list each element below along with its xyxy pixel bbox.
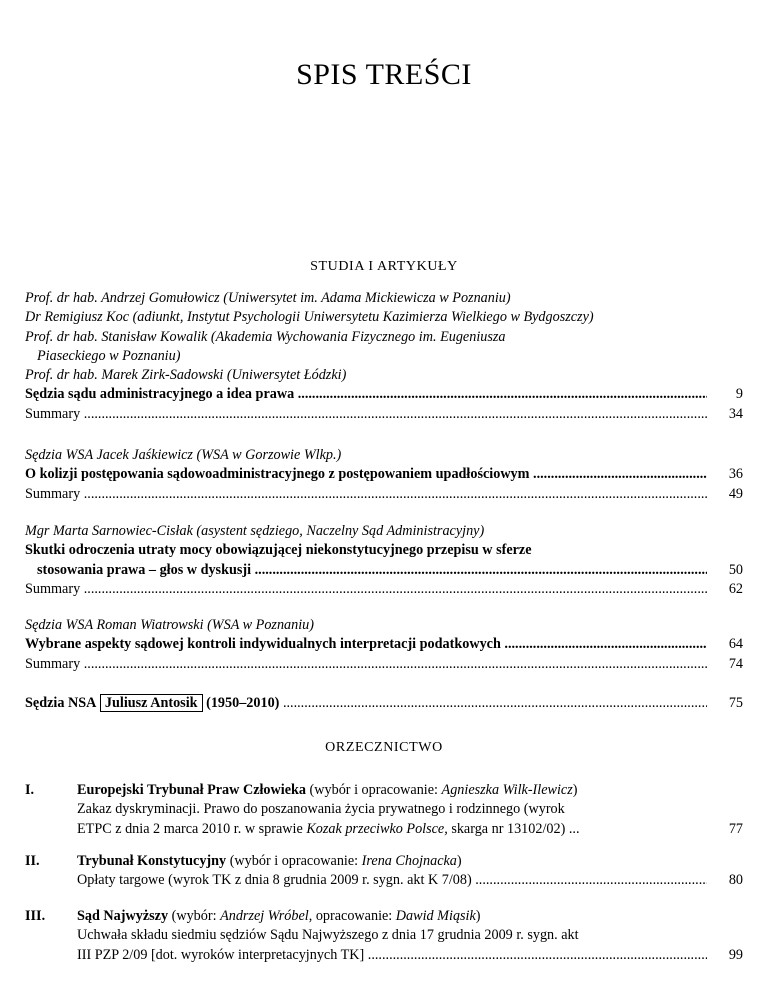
ruling-number: I. bbox=[25, 782, 35, 798]
author-line: Dr Remigiusz Koc (adiunkt, Instytut Psychologii Uniwersytetu Kazimierza Wielkiego w Bydgoszczy) bbox=[25, 309, 594, 326]
ruling-description-end bbox=[77, 820, 707, 839]
ruling-court: Trybunał Konstytucyjny bbox=[77, 853, 227, 869]
page-number: 77 bbox=[728, 820, 743, 837]
page-number: 9 bbox=[735, 386, 743, 403]
page-number: 34 bbox=[728, 405, 743, 422]
toc-ruling-3[interactable] bbox=[25, 907, 743, 965]
toc-entry-title[interactable] bbox=[25, 561, 743, 580]
ruling-meta: (wybór: bbox=[168, 908, 221, 924]
page-number: 50 bbox=[728, 561, 743, 578]
ruling-editor: Irena Chojnacka bbox=[361, 853, 457, 869]
toc-article-2 bbox=[25, 446, 743, 504]
summary-label: Summary ..... bbox=[25, 485, 707, 504]
page-number: 49 bbox=[728, 485, 743, 502]
toc-entry-summary[interactable] bbox=[25, 655, 743, 674]
ruling-meta-close: ) bbox=[572, 782, 578, 798]
ruling-description: Uchwała składu siedmiu sędziów Sądu Najwyższego z dnia 17 grudnia 2009 r. sygn. akt bbox=[77, 927, 579, 944]
page-number: 36 bbox=[728, 466, 743, 483]
section-heading-orzecznictwo: ORZECZNICTWO bbox=[325, 740, 443, 755]
ruling-meta: (wybór i opracowanie: bbox=[226, 853, 362, 869]
author-line: Piaseckiego w Poznaniu) bbox=[37, 347, 181, 364]
ruling-description: Opłaty targowe (wyrok TK z dnia 8 grudnia 2009 r. sygn. akt K 7/08) ..... bbox=[77, 871, 707, 890]
page-number: 99 bbox=[728, 946, 743, 963]
ruling-case-name: Kozak przeciwko Polsce, bbox=[306, 820, 448, 837]
ruling-meta: (wybór i opracowanie: bbox=[306, 782, 442, 798]
ruling-text: skarga nr 13102/02) ... bbox=[447, 820, 580, 837]
page-number: 74 bbox=[728, 655, 743, 672]
summary-label: Summary ..... bbox=[25, 405, 707, 424]
toc-article-1 bbox=[25, 289, 743, 424]
author-line: Prof. dr hab. Stanisław Kowalik (Akademia Wychowania Fizycznego im. Eugeniusza bbox=[25, 328, 506, 345]
ruling-text: ETPC z dnia 2 marca 2010 r. w sprawie bbox=[77, 820, 307, 837]
article-title: Sędzia sądu administracyjnego a idea prawa ..... bbox=[25, 385, 707, 404]
article-title-line-1[interactable]: Skutki odroczenia utraty mocy obowiązującej niekonstytucyjnego przepisu w sferze bbox=[25, 542, 532, 559]
page-number: 62 bbox=[728, 580, 743, 597]
ruling-editor: Andrzej Wróbel bbox=[220, 908, 309, 924]
ruling-meta-mid: , opracowanie: bbox=[308, 908, 396, 924]
ruling-court: Sąd Najwyższy bbox=[77, 908, 169, 924]
author-line: Prof. dr hab. Andrzej Gomułowicz (Uniwersytet im. Adama Mickiewicza w Poznaniu) bbox=[25, 290, 511, 306]
toc-article-3 bbox=[25, 522, 743, 599]
toc-entry-memorial[interactable] bbox=[25, 694, 743, 713]
ruling-meta-close: ) bbox=[475, 908, 481, 924]
toc-memorial bbox=[25, 694, 743, 713]
author-line: Sędzia WSA Roman Wiatrowski (WSA w Poznaniu) bbox=[25, 617, 314, 633]
ruling-court: Europejski Trybunał Praw Człowieka bbox=[77, 782, 306, 798]
toc-article-4 bbox=[25, 616, 743, 674]
toc-entry-summary[interactable] bbox=[25, 580, 743, 599]
toc-ruling-1[interactable] bbox=[25, 781, 743, 839]
toc-entry-summary[interactable] bbox=[25, 405, 743, 424]
page-number: 64 bbox=[728, 636, 743, 653]
page-number: 75 bbox=[728, 695, 743, 711]
author-line: Sędzia WSA Jacek Jaśkiewicz (WSA w Gorzowie Wlkp.) bbox=[25, 447, 342, 463]
toc-entry-summary[interactable] bbox=[25, 485, 743, 504]
toc-ruling-2[interactable] bbox=[25, 852, 743, 891]
memorial-name-box: Juliusz Antosik bbox=[100, 694, 203, 712]
ruling-number: II. bbox=[25, 853, 40, 869]
memorial-text bbox=[25, 694, 707, 713]
ruling-editor-2: Dawid Miąsik bbox=[395, 908, 476, 924]
ruling-editor: Agnieszka Wilk-Ilewicz bbox=[441, 782, 573, 798]
page-title: SPIS TREŚCI bbox=[296, 58, 472, 91]
article-title: Wybrane aspekty sądowej kontroli indywidualnych interpretacji podatkowych ..... bbox=[25, 635, 707, 654]
ruling-description: Zakaz dyskryminacji. Prawo do poszanowania życia prywatnego i rodzinnego (wyrok bbox=[77, 801, 565, 818]
ruling-number: III. bbox=[25, 908, 46, 924]
article-title-line-2: stosowania prawa – głos w dyskusji ..... bbox=[25, 561, 707, 580]
summary-label: Summary ..... bbox=[25, 655, 707, 674]
article-title: O kolizji postępowania sądowoadministracyjnego z postępowaniem upadłościowym ..... bbox=[25, 465, 707, 484]
ruling-meta-close: ) bbox=[456, 853, 462, 869]
section-heading-studia: STUDIA I ARTYKUŁY bbox=[310, 259, 458, 274]
memorial-prefix: Sędzia NSA bbox=[25, 695, 97, 711]
toc-entry-title[interactable] bbox=[25, 465, 743, 484]
toc-entry-title[interactable] bbox=[25, 385, 743, 404]
author-line: Prof. dr hab. Marek Zirk-Sadowski (Uniwersytet Łódzki) bbox=[25, 367, 347, 384]
toc-entry-title[interactable] bbox=[25, 635, 743, 654]
ruling-description-end: III PZP 2/09 [dot. wyroków interpretacyjnych TK] ..... bbox=[77, 946, 707, 965]
page-number: 80 bbox=[728, 872, 743, 889]
memorial-years: (1950–2010) bbox=[206, 695, 280, 711]
author-line: Mgr Marta Sarnowiec-Cisłak (asystent sędziego, Naczelny Sąd Administracyjny) bbox=[25, 523, 485, 539]
summary-label: Summary ..... bbox=[25, 580, 707, 599]
